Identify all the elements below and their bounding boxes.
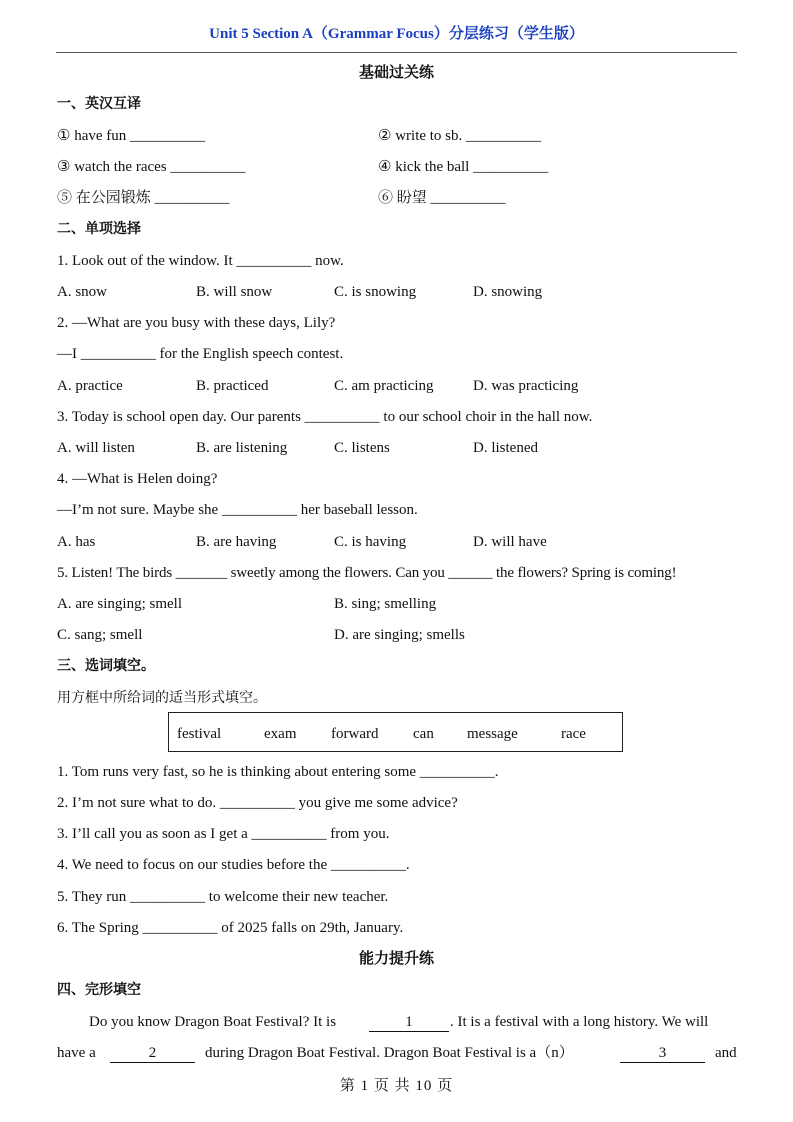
- option-b: B. sing; smelling: [334, 596, 437, 612]
- translation-item: ④ kick the ball __________: [378, 159, 549, 175]
- option-c: C. is snowing: [334, 284, 417, 300]
- question-stem-line2: —I __________ for the English speech contest.: [57, 346, 344, 362]
- option-c: C. listens: [334, 440, 390, 456]
- translation-item: ⑥ 盼望 __________: [378, 190, 506, 206]
- translation-item: ⑤ 在公园锻炼 __________: [57, 190, 230, 206]
- fill-in-item: 4. We need to focus on our studies before the __________.: [57, 857, 410, 873]
- fill-in-item: 5. They run __________ to welcome their new teacher.: [57, 889, 389, 905]
- part1-title: 基础过关练: [358, 65, 434, 81]
- option-a: A. has: [57, 534, 96, 550]
- option-d: D. was practicing: [473, 378, 579, 394]
- word-bank-word: forward: [331, 726, 379, 742]
- option-d: D. are singing; smells: [334, 627, 465, 643]
- option-d: D. listened: [473, 440, 538, 456]
- option-b: B. are listening: [196, 440, 288, 456]
- section2-heading: 二、单项选择: [57, 221, 141, 237]
- word-bank-word: message: [467, 726, 518, 742]
- document-header: Unit 5 Section A（Grammar Focus）分层练习（学生版）: [209, 26, 584, 42]
- option-c: C. sang; smell: [57, 627, 143, 643]
- option-b: B. practiced: [196, 378, 269, 394]
- word-bank-box: [168, 712, 623, 752]
- question-stem: 3. Today is school open day. Our parents __________ to our school choir in the hall now.: [57, 409, 593, 425]
- option-c: C. is having: [334, 534, 407, 550]
- word-bank-word: can: [413, 726, 434, 742]
- cloze-line1-part2: . It is a festival with a long history. We will: [450, 1014, 709, 1030]
- word-bank-word: festival: [177, 726, 222, 742]
- fill-in-item: 2. I’m not sure what to do. __________ you give me some advice?: [57, 795, 458, 811]
- cloze-blank-2: 2: [110, 1043, 195, 1063]
- word-bank-word: race: [561, 726, 586, 742]
- fill-in-item: 1. Tom runs very fast, so he is thinking about entering some __________.: [57, 764, 499, 780]
- option-b: B. will snow: [196, 284, 273, 300]
- cloze-blank-1: 1: [369, 1012, 449, 1032]
- option-d: D. will have: [473, 534, 547, 550]
- question-stem: 4. —What is Helen doing?: [57, 471, 218, 487]
- cloze-line2-part3: and: [715, 1045, 737, 1061]
- section3-heading: 三、选词填空。: [57, 658, 155, 674]
- section3-instruction: 用方框中所给词的适当形式填空。: [57, 690, 267, 706]
- page-footer: 第 1 页 共 10 页: [339, 1078, 454, 1094]
- part4-title: 能力提升练: [358, 951, 434, 967]
- option-a: A. snow: [57, 284, 108, 300]
- option-c: C. am practicing: [334, 378, 434, 394]
- fill-in-item: 3. I’ll call you as soon as I get a __________ from you.: [57, 826, 390, 842]
- header-divider: [56, 52, 737, 53]
- question-stem: 1. Look out of the window. It __________ now.: [57, 253, 344, 269]
- translation-item: ② write to sb. __________: [378, 128, 542, 144]
- translation-item: ③ watch the races __________: [57, 159, 246, 175]
- question-stem: 2. —What are you busy with these days, Lily?: [57, 315, 336, 331]
- word-bank-word: exam: [264, 726, 297, 742]
- option-d: D. snowing: [473, 284, 543, 300]
- fill-in-item: 6. The Spring __________ of 2025 falls on 29th, January.: [57, 920, 404, 936]
- cloze-line1-part1: Do you know Dragon Boat Festival? It is: [89, 1014, 337, 1030]
- cloze-line2-part1: have a: [57, 1045, 96, 1061]
- cloze-blank-3: 3: [620, 1043, 705, 1063]
- question-stem: 5. Listen! The birds _______ sweetly among the flowers. Can you ______ the flowers? Spring is coming!: [57, 565, 677, 581]
- section4-heading: 四、完形填空: [57, 982, 141, 998]
- option-b: B. are having: [196, 534, 277, 550]
- cloze-line2-part2: during Dragon Boat Festival. Dragon Boat Festival is a（n）: [205, 1045, 574, 1061]
- option-a: A. are singing; smell: [57, 596, 182, 612]
- section1-heading: 一、英汉互译: [57, 96, 141, 112]
- translation-item: ① have fun __________: [57, 128, 206, 144]
- option-a: A. will listen: [57, 440, 135, 456]
- question-stem-line2: —I’m not sure. Maybe she __________ her baseball lesson.: [57, 502, 418, 518]
- option-a: A. practice: [57, 378, 123, 394]
